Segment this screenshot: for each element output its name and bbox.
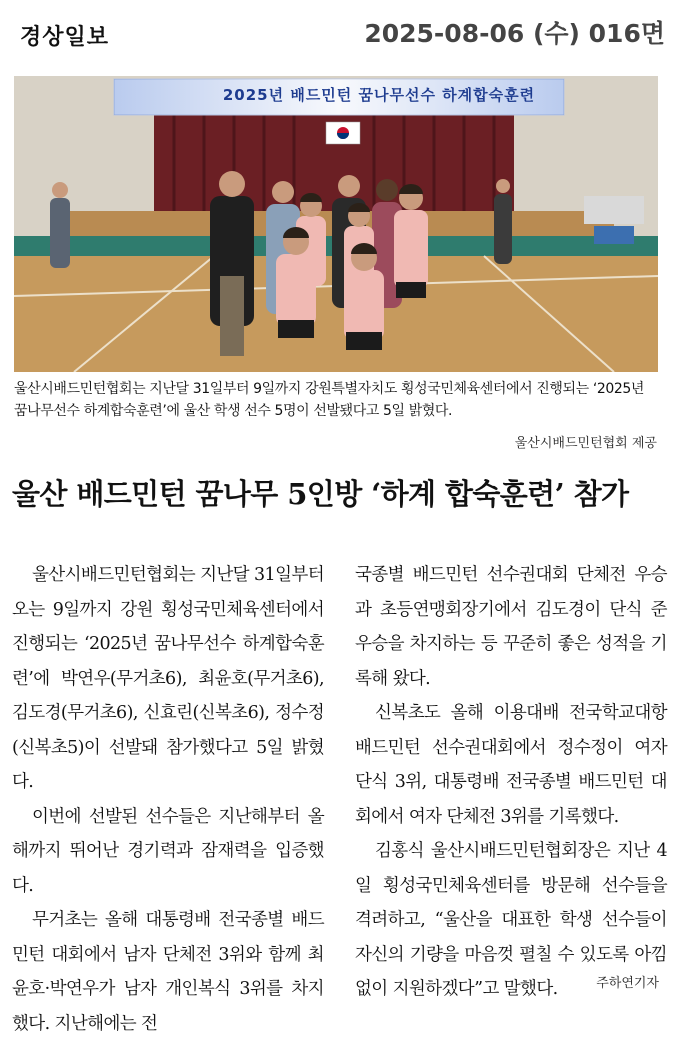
photo-caption: 울산시배드민턴협회는 지난달 31일부터 9일까지 강원특별자치도 횡성국민체육센터에서 진행되는 ‘2025년 꿈나무선수 하계합숙훈련’에 울산 학생 선수 5명이 선발됐다고 5일 밝혔다.	[14, 381, 645, 419]
banner-title: 2025년 배드민턴 꿈나무선수 하계합숙훈련	[222, 86, 536, 104]
newspaper-name: 경상일보	[20, 25, 110, 50]
article-paragraph-continued: 국종별 배드민턴 선수권대회 단체전 우승과 초등연맹회장기에서 김도경이 단식 준우승을 차지하는 등 꾸준히 좋은 성적을 기록해 왔다.	[355, 565, 667, 689]
article-photo	[14, 76, 658, 372]
article-paragraph: 이번에 선발된 선수들은 지난해부터 올해까지 뛰어난 경기력과 잠재력을 입증했다.	[12, 806, 324, 896]
photo-illustration	[14, 76, 658, 372]
article-paragraph: 무거초는 올해 대통령배 전국종별 배드민턴 대회에서 남자 단체전 3위와 함께 최윤호·박연우가 남자 개인복식 3위를 차지했다. 지난해에는 전	[12, 910, 324, 1034]
article-paragraph: 신복초도 올해 이용대배 전국학교대항 배드민턴 선수권대회에서 정수정이 여자 단식 3위, 대통령배 전국종별 배드민턴 대회에서 여자 단체전 3위를 기록했다.	[355, 703, 667, 827]
photo-credit: 울산시배드민턴협회 제공	[514, 436, 657, 451]
reporter-byline: 주하연기자	[596, 976, 659, 991]
article-paragraph: 김홍식 울산시배드민턴협회장은 지난 4일 횡성국민체육센터를 방문해 선수들을 격려하고, “울산을 대표한 학생 선수들이 자신의 기량을 마음껏 펼칠 수 있도록 아낌 없이 지원하겠다”고 말했다.	[355, 841, 667, 999]
article-column-left	[12, 558, 324, 1041]
article-column-right	[355, 558, 667, 1007]
masthead	[0, 0, 679, 62]
issue-date-page: 2025-08-06 (수) 016면	[364, 19, 665, 48]
article-headline: 울산 배드민턴 꿈나무 5인방 ‘하계 합숙훈련’ 참가	[12, 477, 629, 511]
article-paragraph: 울산시배드민턴협회는 지난달 31일부터 오는 9일까지 강원 횡성국민체육센터에서 진행되는 ‘2025년 꿈나무선수 하계합숙훈련’에 박연우(무거초6), 최윤호(무거초6), 김도경(무거초6), 신효린(신복초6), 정수정(신복초5)이 선발돼 참가했다고 5일 밝혔다.	[12, 565, 324, 792]
